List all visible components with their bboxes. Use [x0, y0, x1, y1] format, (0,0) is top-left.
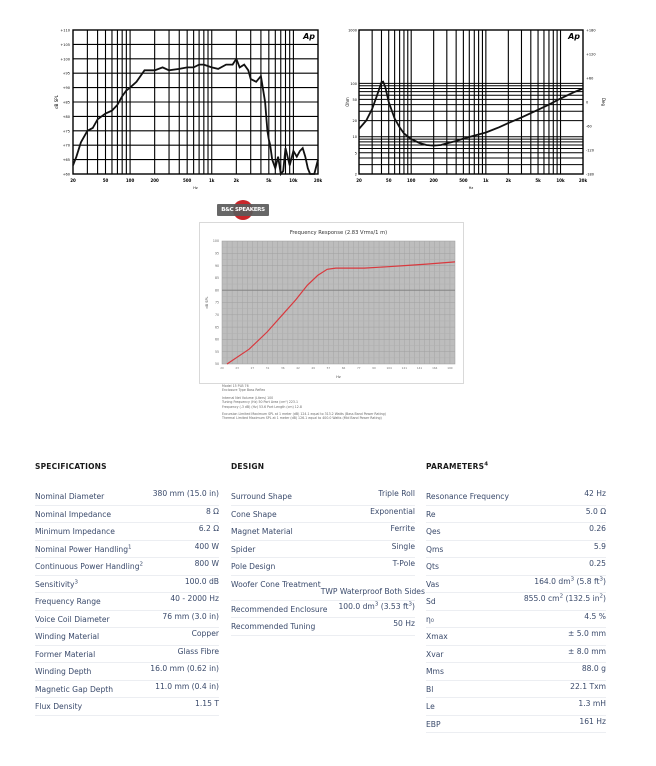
x-tick-label: 5k [266, 178, 272, 183]
row-label: Sd [426, 597, 436, 606]
row-value: Glass Fibre [177, 646, 219, 656]
table-row [426, 506, 606, 524]
y-tick-label: 60 [214, 337, 219, 342]
row-label: Winding Depth [35, 667, 92, 676]
y-tick-label: 90 [214, 263, 219, 268]
x-tick-label: 1k [483, 178, 489, 183]
table-row [426, 628, 606, 646]
y-tick-label: 1000 [348, 28, 357, 33]
table-row [35, 488, 219, 506]
y-tick-label: +75 [62, 129, 70, 134]
row-value: 11.0 mm (0.4 in) [155, 681, 219, 691]
footnote-marker: 4 [484, 461, 489, 468]
row-label: Sensitivity$^3$ [35, 578, 79, 589]
table-row [426, 698, 606, 716]
row-label: Nominal Power Handling$^1$ [35, 543, 132, 554]
y-axis-label: dB SPL [54, 95, 59, 109]
y-tick-label: +110 [60, 28, 70, 33]
row-label: Winding Material [35, 632, 100, 641]
row-value: 1.3 mH [578, 699, 606, 708]
y-tick-label: 75 [214, 300, 219, 305]
row-value: Triple Roll [378, 489, 415, 498]
row-label: Recommended Enclosure [231, 604, 328, 614]
y-tick-label: 10 [352, 135, 357, 140]
table-row [426, 576, 606, 594]
row-value: 8 Ω [205, 506, 219, 516]
y-tick-label: +85 [62, 100, 70, 105]
table-row [35, 541, 219, 559]
x-tick-label: 100 [407, 178, 416, 183]
ap-badge: Ap [303, 32, 315, 41]
row-value: 50 Hz [393, 619, 415, 628]
x-tick-label: 104 [386, 366, 392, 370]
y-right-tick-label: +120 [586, 52, 596, 57]
row-label: η₀ [426, 614, 434, 624]
x-tick-label: 200 [429, 178, 438, 183]
info-line: Tuning Frequency (Hz) 50 Port Area (cm²) 223.1 [222, 400, 299, 405]
x-tick-label: 190 [447, 366, 453, 370]
table-row [231, 576, 425, 601]
y-tick-label: 5 [354, 151, 357, 156]
footnote-marker: 2 [139, 561, 144, 568]
row-value: 88.0 g [581, 664, 606, 673]
brand-logo-wrap [217, 200, 269, 220]
row-value: 42 Hz [584, 489, 606, 498]
row-value: 800 W [194, 559, 219, 568]
x-tick-label: 31 [265, 366, 270, 370]
row-value: 164.0 $dm^3$ (5.8 $ft^3$) [534, 575, 606, 586]
y-axis-label: Ohm [345, 97, 350, 107]
y-tick-label: +105 [60, 42, 70, 47]
ap-badge: Ap [568, 32, 580, 41]
row-label: Voice Coil Diameter [35, 614, 110, 624]
row-label: Spider [231, 544, 256, 554]
x-tick-label: 10k [289, 178, 298, 183]
table-row [426, 663, 606, 681]
y-tick-label: +70 [62, 143, 70, 148]
row-value: 855.0 $cm^2$ (132.5 $in^2$) [523, 593, 606, 603]
y-tick-label: +60 [62, 172, 70, 177]
row-value: 4.5 % [584, 611, 606, 621]
table-row [426, 681, 606, 699]
table-row [426, 541, 606, 559]
row-label: Cone Shape [231, 509, 277, 519]
table-row [231, 488, 415, 506]
table-row [231, 618, 415, 636]
table-row [35, 646, 219, 664]
x-tick-label: 49 [311, 366, 315, 370]
row-value: 1.15 T [195, 699, 219, 708]
design-heading: DESIGN [231, 462, 265, 471]
table-row [35, 698, 219, 716]
x-tick-label: 50 [385, 178, 392, 183]
row-value: T-Pole [392, 559, 415, 568]
x-tick-label: 90 [372, 366, 376, 370]
y-right-tick-label: -60 [586, 124, 592, 129]
info-line: Frequency (-3 dB) (Hz) 53.6 Port Length (cm) 12.8 [222, 404, 302, 409]
row-label: Xmax [426, 632, 448, 641]
table-row [231, 506, 415, 524]
row-value: 0.25 [589, 559, 606, 568]
x-tick-label: 200 [150, 178, 159, 183]
info-line: Excursion Limited Maximum SPL at 1 meter (dB) 124.1 equal to 313.2 Watts (Bass Band Power Rating) [222, 412, 386, 417]
row-value: Single [391, 541, 415, 551]
x-axis-label: Hz [468, 186, 474, 190]
y-tick-label: +80 [62, 114, 70, 119]
row-value: ± 8.0 mm [567, 646, 606, 656]
x-tick-label: 20 [70, 178, 76, 183]
footnote-marker: 1 [128, 543, 132, 550]
row-label: Pole Design [231, 562, 276, 571]
row-label: Flux Density [35, 702, 83, 711]
y-tick-label: +65 [62, 158, 70, 163]
x-tick-label: 20 [220, 366, 224, 370]
table-row [35, 628, 219, 646]
row-label: Minimum Impedance [35, 527, 115, 536]
table-row [231, 558, 415, 576]
info-line: Thermal Limited Maximum SPL at 1 meter (dB) 126.1 equal to 400.0 Watts (Mid Band Power Rating) [222, 416, 382, 421]
row-label: Vas [426, 579, 440, 589]
y-tick-label: 95 [214, 251, 219, 256]
row-value: 6.2 Ω [198, 524, 219, 533]
row-label: Nominal Impedance [35, 509, 112, 519]
x-tick-label: 100 [125, 178, 135, 183]
row-value: 0.26 [589, 524, 606, 533]
table-row [231, 541, 415, 559]
x-tick-label: 42 [296, 366, 300, 370]
row-label: Qes [426, 527, 441, 536]
y-tick-label: 85 [214, 276, 219, 281]
table-row [426, 646, 606, 664]
specifications-heading: SPECIFICATIONS [35, 462, 107, 471]
table-row [426, 558, 606, 576]
table-row [231, 523, 415, 541]
x-tick-label: 5k [535, 178, 541, 183]
y-tick-label: +90 [62, 86, 70, 91]
table-row [35, 576, 219, 594]
table-row [35, 611, 219, 629]
x-tick-label: 20 [356, 178, 362, 183]
y-tick-label: 80 [214, 288, 219, 293]
x-tick-label: 141 [416, 366, 423, 370]
x-tick-label: 23 [235, 366, 239, 370]
y-right-tick-label: -120 [586, 148, 594, 153]
y-tick-label: 50 [352, 97, 357, 102]
row-label: Continuous Power Handling$^2$ [35, 561, 144, 571]
row-label: Resonance Frequency [426, 492, 509, 501]
table-row [426, 593, 606, 611]
frequency-response-chart [200, 223, 463, 383]
footnote-marker: 3 [74, 578, 79, 585]
parameters-section [426, 462, 606, 733]
design-section [231, 462, 425, 636]
y-tick-label: 100 [350, 81, 357, 86]
row-label: Le [426, 702, 435, 711]
y-axis-label: dB SPL [205, 296, 209, 309]
spl-response-chart [55, 22, 330, 190]
table-row [35, 593, 219, 611]
row-label: Frequency Range [35, 597, 101, 606]
x-tick-label: 121 [401, 366, 408, 370]
x-tick-label: 36 [281, 366, 285, 370]
row-value: Exponential [370, 506, 415, 516]
row-label: Bl [426, 684, 434, 694]
table-row [35, 558, 219, 576]
x-tick-label: 66 [341, 366, 346, 370]
row-label: Magnetic Gap Depth [35, 684, 114, 694]
table-row [35, 681, 219, 699]
row-label: Xvar [426, 649, 444, 659]
y-right-tick-label: +180 [586, 28, 596, 33]
row-label: Woofer Cone Treatment [231, 579, 321, 589]
y-tick-label: 50 [214, 362, 219, 367]
y-tick-label: 70 [214, 313, 219, 317]
info-line: Enclosure Type Bass Reflex [222, 388, 266, 393]
x-tick-label: 50 [102, 178, 109, 183]
row-value: 40 - 2000 Hz [170, 594, 219, 603]
row-label: Surround Shape [231, 492, 292, 501]
specifications-section [35, 462, 219, 716]
table-row [426, 716, 606, 734]
y-right-tick-label: 0 [586, 100, 589, 105]
row-value: Copper [191, 629, 219, 638]
row-value: 161 Hz [579, 716, 606, 726]
impedance-chart [345, 22, 607, 190]
row-value: 16.0 mm (0.62 in) [150, 664, 219, 673]
info-line: Internal Net Volume (Liters) 100 [222, 395, 274, 400]
y-right-tick-label: +60 [586, 76, 594, 81]
row-value: ± 5.0 mm [567, 629, 606, 638]
table-row [231, 601, 415, 619]
x-tick-label: 20k [578, 178, 588, 183]
row-label: Re [426, 509, 436, 519]
row-label: Mms [426, 667, 444, 676]
row-label: Magnet Material [231, 527, 293, 536]
table-row [426, 611, 606, 629]
enclosure-info-block [222, 384, 458, 421]
row-label: EBP [426, 719, 441, 729]
y-tick-label: 2 [354, 172, 357, 177]
y-tick-label: 20 [352, 119, 357, 124]
row-value: 5.9 [593, 541, 606, 551]
brand-logo: B&C SPEAKERS [217, 204, 269, 216]
y-tick-label: +100 [60, 57, 70, 62]
table-row [426, 488, 606, 506]
x-tick-label: 2k [505, 178, 512, 183]
row-label: Qts [426, 562, 439, 571]
x-axis-label: Hz [193, 186, 198, 190]
x-tick-label: 164 [432, 366, 438, 370]
row-value: 380 mm (15.0 in) [152, 489, 219, 498]
row-value: Ferrite [390, 524, 415, 533]
y-tick-label: 55 [214, 349, 219, 354]
row-label: Former Material [35, 649, 96, 659]
x-tick-label: 2k [233, 178, 240, 183]
y-tick-label: +95 [62, 71, 70, 76]
row-value: 400 W [194, 541, 219, 551]
row-label: Nominal Diameter [35, 492, 105, 501]
table-row [426, 523, 606, 541]
x-tick-label: 500 [182, 178, 192, 183]
row-value: 100.0 dB [184, 576, 219, 586]
y-tick-label: 100 [212, 239, 219, 244]
parameters-heading-text: PARAMETERS [426, 462, 485, 471]
x-tick-label: 20k [313, 178, 323, 183]
x-axis-label: Hz [336, 375, 341, 379]
y-right-axis-label: Deg [601, 97, 606, 107]
y-right-tick-label: -180 [586, 172, 594, 177]
chart-title: Frequency Response (2.83 Vrms/1 m) [289, 230, 388, 236]
row-value: 22.1 Txm [570, 681, 606, 691]
x-tick-label: 57 [326, 366, 331, 370]
row-label: Recommended Tuning [231, 622, 316, 631]
x-tick-label: 1k [209, 178, 215, 183]
x-tick-label: 27 [250, 366, 255, 370]
frequency-response-panel [199, 222, 464, 384]
x-tick-label: 10k [556, 178, 565, 183]
row-value: 76 mm (3.0 in) [162, 611, 219, 621]
table-row [35, 663, 219, 681]
row-value: 5.0 Ω [585, 506, 606, 516]
table-row [35, 506, 219, 524]
row-label: Qms [426, 544, 444, 554]
row-value: 100.0 $dm^3$ (3.53 $ft^3$) [338, 600, 415, 611]
x-tick-label: 500 [459, 178, 468, 183]
info-line: Model 15 PLB 76 [222, 384, 249, 388]
row-value: TWP Waterproof Both Sides [320, 586, 425, 596]
parameters-heading [426, 462, 606, 474]
x-tick-label: 77 [356, 366, 361, 370]
y-tick-label: 65 [214, 325, 219, 330]
table-row [35, 523, 219, 541]
